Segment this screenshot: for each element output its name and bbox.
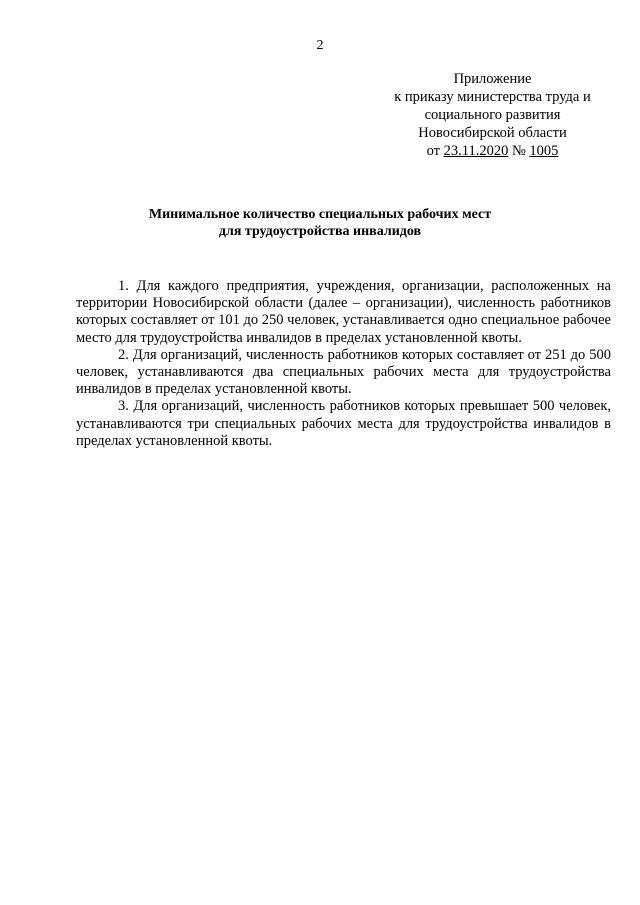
- page-number: 2: [316, 38, 324, 53]
- appendix-number: 1005: [529, 143, 559, 159]
- appendix-ministry-line: социального развития: [424, 107, 561, 123]
- appendix-region-line: Новосибирской области: [418, 125, 567, 141]
- appendix-date-prefix: от: [426, 143, 444, 159]
- appendix-date-line: [360, 142, 625, 160]
- title-line-1: Минимальное количество специальных рабочих мест: [148, 207, 492, 222]
- document-title: [0, 206, 640, 240]
- paragraph-2: 2. Для организаций, численность работников которых составляет от 251 до 500 человек, устанавливаются два специальных рабочих места для трудоустройства инвалидов в пределах установленной квоты.: [76, 346, 611, 398]
- appendix-number-sign: №: [508, 143, 530, 159]
- paragraph-1: 1. Для каждого предприятия, учреждения, организации, расположенных на территории Новосибирской области (далее – организации), численность работников которых составляет от 101 до 250 человек, устанавливается одно специальное рабочее место для трудоустройства инвалидов в пределах установленной квоты.: [76, 278, 611, 346]
- paragraph-3: 3. Для организаций, численность работников которых превышает 500 человек, устанавливаются три специальных рабочих места для трудоустройства инвалидов в пределах установленной квоты.: [76, 398, 611, 449]
- title-line-2: для трудоустройства инвалидов: [218, 224, 422, 239]
- appendix-order-line: к приказу министерства труда и: [394, 89, 591, 105]
- appendix-date: 23.11.2020: [443, 143, 509, 159]
- appendix-block: [360, 70, 625, 160]
- appendix-label: Приложение: [453, 71, 532, 87]
- document-body: [76, 278, 611, 450]
